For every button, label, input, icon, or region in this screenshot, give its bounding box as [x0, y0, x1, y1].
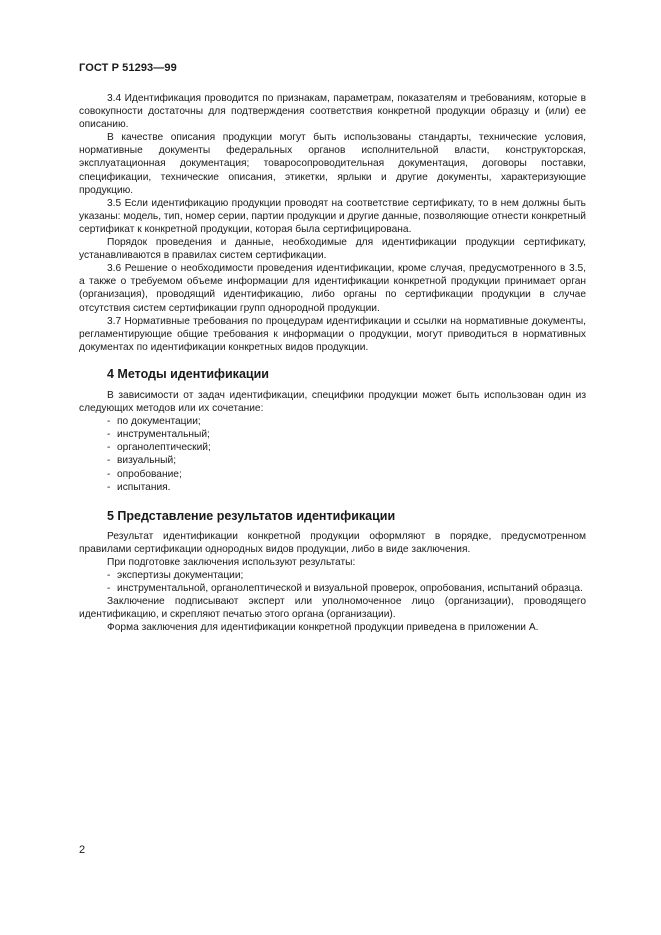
- section-5-paragraph-1: Результат идентификации конкретной продукции оформляют в порядке, предусмотренном правилами сертификации однородных видов продукции, либо в виде заключения.: [79, 530, 586, 555]
- page-number: 2: [79, 844, 86, 856]
- list-item: [79, 582, 586, 595]
- list-item: [79, 569, 586, 582]
- section-5-heading: 5 Представление результатов идентификации: [107, 508, 396, 523]
- paragraph-3-5: 3.5 Если идентификацию продукции проводят на соответствие сертификату, то в нем должны быть указаны: модель, тип, номер серии, партии продукции и другие данные, позволяющие отнести конкретный сертификат к конкретной продукции, которая была сертифицирована.: [79, 197, 586, 235]
- method-label: опробование;: [117, 468, 182, 480]
- method-label: инструментальный;: [117, 429, 210, 441]
- dash-bullet: -: [107, 468, 111, 480]
- list-item: [79, 481, 586, 494]
- list-item: [79, 454, 586, 467]
- dash-bullet: -: [107, 583, 111, 595]
- method-label: визуальный;: [117, 455, 177, 467]
- section-5-paragraph-3: Заключение подписывают эксперт или уполномоченное лицо (организации), проводящего идентификацию, и скрепляют печатью этого органа (организации).: [79, 596, 586, 621]
- paragraph-3-4: 3.4 Идентификация проводится по признакам, параметрам, показателям и требованиям, которые в совокупности достаточны для подтверждения соответствия конкретной продукции образцу и (или) ее описанию.: [79, 93, 586, 131]
- section-5-paragraph-4: Форма заключения для идентификации конкретной продукции приведена в приложении А.: [107, 622, 539, 634]
- method-label: органолептический;: [117, 442, 211, 454]
- dash-bullet: -: [107, 455, 111, 467]
- list-item: [79, 468, 586, 481]
- dash-bullet: -: [107, 570, 111, 582]
- paragraph-3-7: 3.7 Нормативные требования по процедурам идентификации и ссылки на нормативные документы, регламентирующие общие требования к информации о продукции, могут приводиться в нормативных документах по идентификации конкретных видов продукции.: [79, 315, 586, 353]
- dash-bullet: -: [107, 429, 111, 441]
- list-item: [79, 428, 586, 441]
- document-header: ГОСТ Р 51293—99: [79, 62, 177, 74]
- dash-bullet: -: [107, 442, 111, 454]
- methods-list: [79, 415, 586, 494]
- list-item: [79, 415, 586, 428]
- section-4-intro: В зависимости от задач идентификации, специфики продукции может быть использован один из следующих методов или их сочетание:: [79, 389, 586, 415]
- method-label: испытания.: [117, 481, 171, 493]
- list-item: [79, 441, 586, 454]
- result-label: экспертизы документации;: [117, 570, 244, 582]
- results-list: [79, 569, 586, 595]
- paragraph-3-5-procedure: Порядок проведения и данные, необходимые для идентификации продукции сертификату, устанавливаются в правилах систем сертификации.: [79, 237, 586, 262]
- dash-bullet: -: [107, 481, 111, 493]
- section-5-paragraph-2: При подготовке заключения используют результаты:: [107, 557, 356, 568]
- dash-bullet: -: [107, 416, 111, 428]
- section-4-heading: 4 Методы идентификации: [107, 366, 269, 381]
- document-body: [79, 92, 586, 635]
- result-label: инструментальной, органолептической и визуальной проверок, опробования, испытаний образца.: [117, 583, 583, 595]
- method-label: по документации;: [117, 416, 201, 428]
- paragraph-3-6: 3.6 Решение о необходимости проведения идентификации, кроме случая, предусмотренного в 3.5, а также о требуемом объеме информации для идентификации конкретной продукции принимает орган (организация), проводящий идентификацию, либо органы по сертификации продукции в случае отсутствия систем сертификации групп однородной продукции.: [79, 263, 586, 314]
- paragraph-3-4-description: В качестве описания продукции могут быть использованы стандарты, технические условия, нормативные документы федеральных органов исполнительной власти, конструкторская, эксплуатационная документация; товаросопроводительная документация, договоры поставки, спецификации, технические описания, этикетки, ярлыки и другие документы, характеризующие продукцию.: [79, 132, 586, 196]
